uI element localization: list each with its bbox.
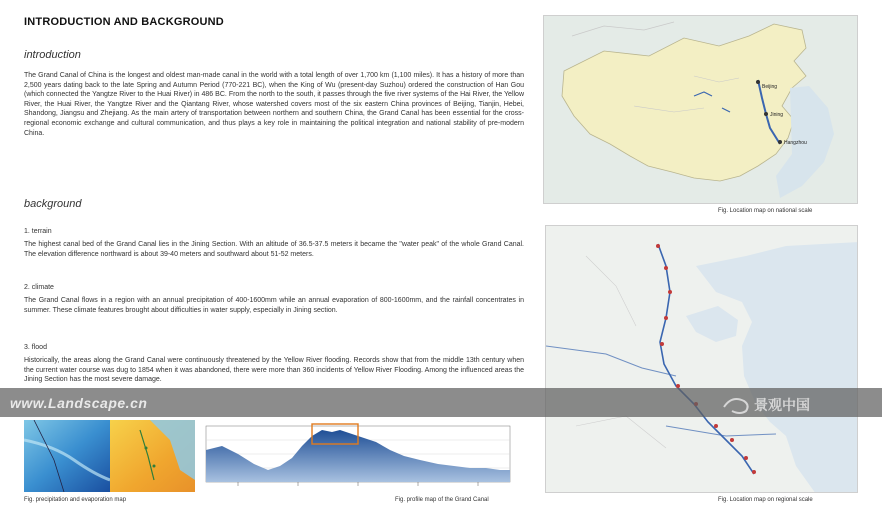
background-heading: background — [24, 198, 82, 210]
beijing-marker — [756, 80, 760, 84]
climate-text: The Grand Canal flows in a region with an annual precipitation of 400-1600mm while an annual evaporation of 800-1600mm, and the rainfall concentrates in summer. These climate features brought about difficulties in water supply, especially in Jining section. — [24, 297, 524, 314]
precipitation-caption: Fig. precipitation and evaporation map — [24, 497, 127, 503]
jining-marker — [764, 112, 768, 116]
watermark-site: www.Landscape.cn — [10, 395, 148, 411]
canal-profile-map — [198, 420, 522, 494]
national-map-graphic — [544, 16, 858, 204]
terrain-text: The highest canal bed of the Grand Canal lies in the Jining Section. With an altitude of 36.5-37.5 meters it became the "water peak" of the whole Grand Canal. The elevation difference northward is about 39-40 meters and southward about 51-52 meters. — [24, 241, 524, 258]
evaporation-map — [110, 420, 195, 492]
jining-label: Jining — [770, 112, 784, 118]
hangzhou-marker — [778, 140, 782, 144]
terrain-title: 1. terrain — [24, 228, 52, 235]
climate-title: 2. climate — [24, 284, 54, 291]
regional-map-caption: Fig. Location map on regional scale — [718, 497, 813, 503]
profile-caption: Fig. profile map of the Grand Canal — [395, 497, 489, 503]
precipitation-map — [24, 420, 110, 492]
beijing-label: Beijing — [762, 84, 778, 90]
regional-map-graphic — [546, 226, 858, 493]
flood-text: Historically, the areas along the Grand Canal were continuously threatened by the Yellow River flooding. Records show that from the middle 13th century when the current water course was dug to 1854 when it was abandoned, there were more than 360 incidents of Yellow River Flooding. Among the influenced areas the Jining Section has the most severe damage. — [24, 357, 524, 384]
hangzhou-label: Hangzhou — [784, 140, 807, 146]
flood-title: 3. flood — [24, 344, 47, 351]
page-title: INTRODUCTION AND BACKGROUND — [24, 16, 224, 28]
national-map-caption: Fig. Location map on national scale — [718, 208, 813, 214]
national-map — [543, 15, 858, 204]
watermark-logo: 景观中国 — [754, 397, 810, 413]
introduction-text: The Grand Canal of China is the longest and oldest man-made canal in the world with a total length of over 1,700 km (1,100 miles). It has a history of more than 2,500 years dating back to the late Spring and Autumn Period (770-221 BC), when the King of Wu (present-day Suzhou) ordered the construction of Han Gou (which connected the Yangtze River to the Huai River) in 486 BC. From the north to the south, it passes through the five river systems of the Hai River, the Yellow River, the Huai River, the Yangtze River and the Qiantang River, whose watershed covers most of the six eastern China provinces of Beijing, Tianjin, Hebei, Shandong, Jiangsu and Zhejiang. As the main artery of transportation between northern and southern China, the Grand Canal has been essential for the cross-regional economic exchange and cultural communication, and thus plays a key role in maintaining the political integration and national stability of pre-modern China. — [24, 72, 524, 137]
introduction-heading: introduction — [24, 49, 81, 61]
regional-map — [545, 225, 858, 493]
